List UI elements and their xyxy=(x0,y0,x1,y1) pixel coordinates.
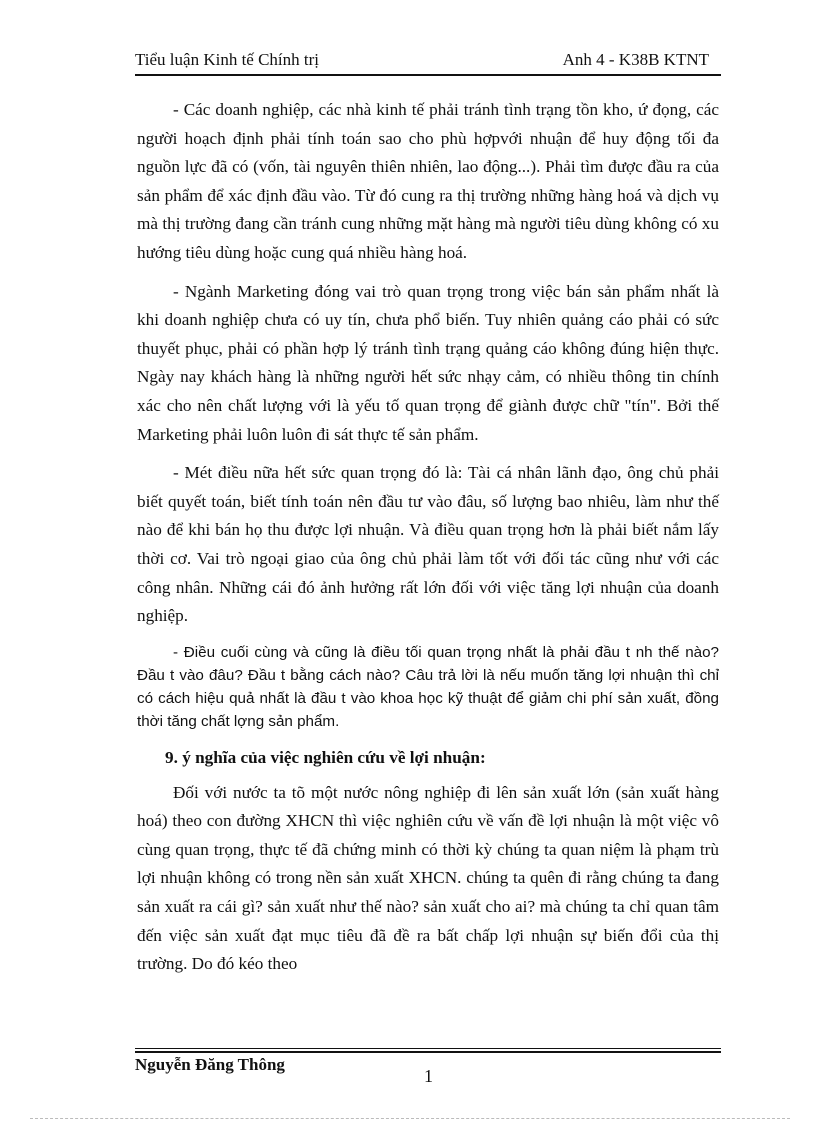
page-bottom-border xyxy=(30,1118,790,1119)
footer-rule-thick xyxy=(135,1051,721,1053)
paragraph-investment: - Điều cuối cùng và cũng là điều tối quan trọng nhất là phải đầu t nh thế nào?Đầu t vào đâu? Đầu t bằng cách nào? Câu trả lời là nếu muốn tăng lợi nhuận thì chỉ có cách hiệu quả nhất là đầu t vào khoa học kỹ thuật để giảm chi phí sản xuất, đồng thời tăng chất lợng sản phẩm. xyxy=(137,643,719,730)
section-heading: 9. ý nghĩa của việc nghiên cứu về lợi nhuận: xyxy=(165,747,486,767)
footer-author: Nguyễn Đăng Thông xyxy=(135,1055,285,1074)
header-class-label: Anh 4 - K38B KTNT xyxy=(562,50,709,69)
page-header xyxy=(135,48,721,74)
header-rule xyxy=(135,74,721,76)
paragraph-significance: Đối với nước ta tõ một nước nông nghiệp đi lên sản xuất lớn (sản xuất hàng hoá) theo con đường XHCN thì việc nghiên cứu về vấn đề lợi nhuận là một việc vô cùng quan trọng, thực tế đã chứng minh có thời kỳ chúng ta quan niệm là phạm trù lợi nhuận không có trong nền sản xuất XHCN. chúng ta quên đi rằng chúng ta đang sản xuất ra cái gì? sản xuất như thế nào? sản xuất cho ai? mà chúng ta chỉ quan tâm đến việc sản xuất đạt mục tiêu đã đề ra bất chấp lợi nhuận sự biến đổi của thị trường. Do đó kéo theo xyxy=(137,782,719,974)
page-number: 1 xyxy=(424,1066,433,1086)
header-title: Tiểu luận Kinh tế Chính trị xyxy=(135,50,320,69)
paragraph-inventory: - Các doanh nghiệp, các nhà kinh tế phải tránh tình trạng tồn kho, ứ đọng, các người hoạch định phải tính toán sao cho phù hợpvới nhuận để huy động tối đa nguồn lực đã có (vốn, tài nguyên thiên nhiên, lao động...). Phải tìm được đầu ra của sản phẩm để xác định đầu vào. Từ đó cung ra thị trường những hàng hoá và dịch vụ mà thị trường đang cần tránh cung những mặt hàng mà người tiêu dùng không có xu hướng tiêu dùng hoặc cung quá nhiều hàng hoá. xyxy=(137,100,719,262)
document-body xyxy=(137,96,719,989)
footer-rule xyxy=(135,1048,721,1049)
paragraph-marketing: - Ngành Marketing đóng vai trò quan trọng trong việc bán sản phẩm nhất là khi doanh nghiệp chưa có uy tín, chưa phổ biến. Tuy nhiên quảng cáo phải có sức thuyết phục, phải có phần hợp lý tránh tình trạng quảng cáo không đúng hiện thực. Ngày nay khách hàng là những người hết sức nhạy cảm, có nhiều thông tin chính xác cho nên chất lượng với là yếu tố quan trọng để giành được chữ "tín". Bởi thế Marketing phải luôn luôn đi sát thực tế sản phẩm. xyxy=(137,281,719,444)
paragraph-leadership: - Mét điều nữa hết sức quan trọng đó là: Tài cá nhân lãnh đạo, ông chủ phải biết quyết toán, biết tính toán nên đầu tư vào đâu, số lượng bao nhiêu, làm như thế nào để khi bán họ thu được lợi nhuận. Và điều quan trọng hơn là phải biết nắm lấy thời cơ. Vai trò ngoại giao của ông chủ phải làm tốt với đối tác cũng như với các công nhân. Những cái đó ảnh hưởng rất lớn đối với việc tăng lợi nhuận của doanh nghiệp. xyxy=(137,463,719,626)
